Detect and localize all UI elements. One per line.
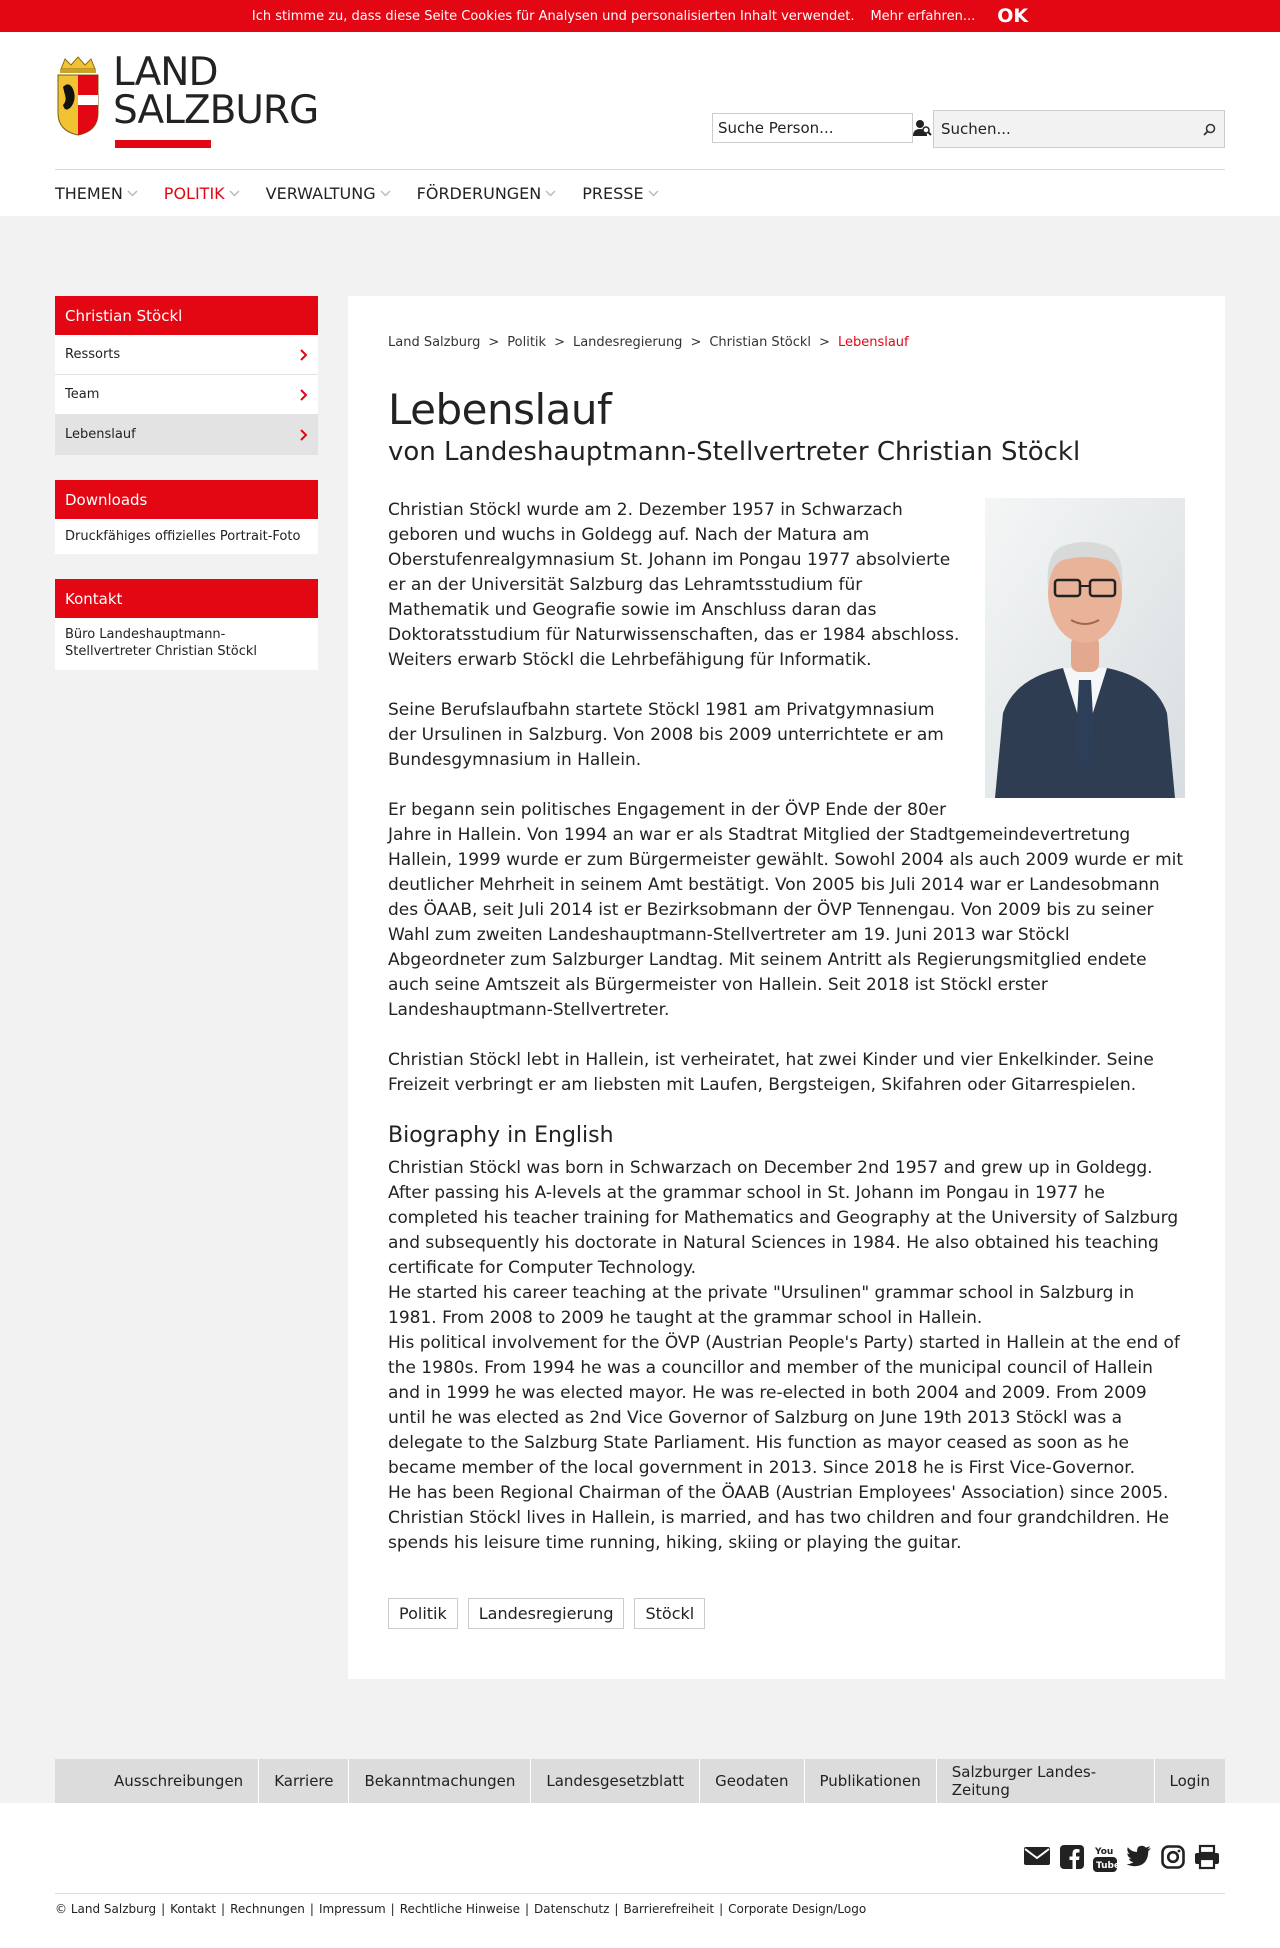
person-search <box>712 113 913 143</box>
content-card <box>348 296 1225 1679</box>
sidebar-section-downloads <box>55 480 318 554</box>
site-search <box>933 110 1225 148</box>
breadcrumb-item[interactable]: Politik <box>507 335 547 350</box>
nav-item-politik[interactable] <box>164 184 240 203</box>
sidebar-contact-office[interactable]: Büro Landeshauptmann-Stellvertreter Christian Stöckl <box>55 618 318 670</box>
logo-line-2: SALZBURG <box>113 88 319 133</box>
footer-link-karriere[interactable]: Karriere <box>259 1759 349 1803</box>
cookie-ok-button[interactable]: OK <box>997 5 1029 27</box>
footer-link-landesgesetzblatt[interactable]: Landesgesetzblatt <box>531 1759 700 1803</box>
legal-separator: | <box>390 1902 395 1916</box>
facebook-icon[interactable] <box>1060 1845 1084 1873</box>
person-search-input[interactable] <box>718 119 912 137</box>
twitter-icon[interactable] <box>1126 1845 1152 1873</box>
nav-item-foerderungen[interactable] <box>417 184 557 203</box>
cookie-more-link[interactable]: Mehr erfahren... <box>870 8 976 24</box>
logo[interactable] <box>55 50 319 148</box>
breadcrumb-current: Lebenslauf <box>837 335 909 350</box>
logo-line-1: LAND <box>113 50 218 95</box>
cookie-text: Ich stimme zu, dass diese Seite Cookies für Analysen und personalisierten Inhalt verwendet. <box>251 8 855 24</box>
footer-link-geodaten[interactable]: Geodaten <box>700 1759 804 1803</box>
english-biography <box>388 1156 1185 1556</box>
breadcrumb-separator: > <box>554 335 565 350</box>
paragraph: Christian Stöckl was born in Schwarzach on December 2nd 1957 and grew up in Goldegg. After passing his A-levels at the grammar school in St. Johann im Pongau in 1977 he completed his teacher training for Mathematics and Geography at the University of Salzburg and subsequently his doctorate in Natural Sciences in 1984. He also obtained his teaching certificate for Computer Technology. <box>388 1158 1179 1278</box>
mail-icon[interactable] <box>1023 1845 1051 1873</box>
sidebar-item-ressorts[interactable] <box>55 335 318 375</box>
sidebar-download-portrait[interactable]: Druckfähiges offizielles Portrait-Foto <box>55 519 318 554</box>
tag-politik[interactable]: Politik <box>388 1598 458 1629</box>
breadcrumb-item[interactable]: Landesregierung <box>572 335 683 350</box>
sidebar-item-label: Lebenslauf <box>65 427 136 442</box>
legal-link-datenschutz[interactable]: Datenschutz <box>534 1902 610 1916</box>
paragraph: He has been Regional Chairman of the ÖAAB (Austrian Employees' Association) since 2005. <box>388 1483 1169 1503</box>
legal-separator: | <box>525 1902 530 1916</box>
page-title: Lebenslauf <box>388 385 612 434</box>
site-header <box>55 32 1225 170</box>
breadcrumb-separator: > <box>488 335 500 350</box>
footer-bottom <box>55 1803 1225 1925</box>
nav-item-label: THEMEN <box>55 183 123 203</box>
sidebar-section-contact <box>55 579 318 670</box>
sidebar-heading-person[interactable]: Christian Stöckl <box>55 296 318 335</box>
svg-text:Tube: Tube <box>1096 1861 1121 1871</box>
legal-link-barrierefreiheit[interactable]: Barrierefreiheit <box>623 1902 715 1916</box>
instagram-icon[interactable] <box>1161 1845 1185 1873</box>
main-nav <box>55 170 1225 216</box>
footer-link-login[interactable]: Login <box>1169 1772 1210 1790</box>
nav-item-label: POLITIK <box>163 183 225 203</box>
cookie-banner <box>0 0 1280 32</box>
legal-link-impressum[interactable]: Impressum <box>318 1902 386 1916</box>
social-icons <box>1014 1845 1220 1873</box>
chevron-right-icon <box>300 429 308 441</box>
print-icon[interactable] <box>1194 1845 1220 1873</box>
nav-item-label: PRESSE <box>582 183 644 203</box>
legal-link-rechtliche-hinweise[interactable]: Rechtliche Hinweise <box>399 1902 520 1916</box>
nav-item-presse[interactable] <box>582 184 658 203</box>
sidebar-item-label: Team <box>65 387 100 402</box>
youtube-icon[interactable] <box>1093 1845 1121 1873</box>
chevron-down-icon <box>229 190 240 197</box>
main-area <box>0 216 1280 1759</box>
breadcrumb-separator: > <box>819 335 830 350</box>
legal-separator: | <box>719 1902 724 1916</box>
footer <box>0 1759 1280 1925</box>
legal-links <box>55 1893 1225 1916</box>
legal-separator: | <box>614 1902 619 1916</box>
copyright: © Land Salzburg <box>55 1902 157 1916</box>
person-search-icon <box>912 119 932 137</box>
paragraph: Seine Berufslaufbahn startete Stöckl 1981 am Privatgymnasium der Ursulinen in Salzburg. Von 2008 bis 2009 unterrichtete er am Bundesgymnasium in Hallein. <box>388 700 944 770</box>
paragraph: Christian Stöckl wurde am 2. Dezember 1957 in Schwarzach geboren und wuchs in Goldegg auf. Nach der Matura am Oberstufenrealgymnasium St. Johann im Pongau 1977 absolvierte er an der Universität Salzburg das Lehramtsstudium für Mathematik und Geografie sowie im Anschluss daran das Doktoratsstudium für Naturwissenschaften, das er 1984 abschloss. Weiters erwarb Stöckl die Lehrbefähigung für Informatik. <box>388 500 960 670</box>
footer-link-landes-zeitung[interactable]: Salzburger Landes-Zeitung <box>937 1759 1155 1803</box>
chevron-down-icon <box>127 190 138 197</box>
breadcrumb-item[interactable]: Christian Stöckl <box>709 335 812 350</box>
portrait-photo <box>985 498 1185 798</box>
tag-list <box>388 1598 1185 1629</box>
legal-separator: | <box>309 1902 314 1916</box>
tag-landesregierung[interactable]: Landesregierung <box>468 1598 625 1629</box>
chevron-right-icon <box>300 389 308 401</box>
sidebar-item-label: Ressorts <box>65 347 121 362</box>
logo-text <box>113 50 319 148</box>
footer-link-bekanntmachungen[interactable]: Bekanntmachungen <box>349 1759 531 1803</box>
paragraph: He started his career teaching at the private "Ursulinen" grammar school in Salzburg in 1981. From 2008 to 2009 he taught at the grammar school in Hallein. <box>388 1283 1135 1328</box>
tag-stoeckl[interactable]: Stöckl <box>634 1598 705 1629</box>
nav-item-label: FÖRDERUNGEN <box>416 183 542 203</box>
paragraph: Christian Stöckl lives in Hallein, is married, and has two children and four grandchildren. He spends his leisure time running, hiking, skiing or playing the guitar. <box>388 1508 1170 1553</box>
chevron-right-icon <box>300 349 308 361</box>
english-heading: Biography in English <box>388 1123 614 1148</box>
page-subtitle: von Landeshauptmann-Stellvertreter Christian Stöckl <box>388 437 1081 467</box>
footer-link-ausschreibungen[interactable]: Ausschreibungen <box>99 1759 259 1803</box>
legal-separator: | <box>161 1902 166 1916</box>
footer-links <box>55 1759 1225 1803</box>
paragraph: His political involvement for the ÖVP (Austrian People's Party) started in Hallein at the end of the 1980s. From 1994 he was a councillor and member of the municipal council of Hallein and in 1999 he was elected mayor. He was re-elected in both 2004 and 2009. From 2009 until he was elected as 2nd Vice Governor of Salzburg on June 19th 2013 Stöckl was a delegate to the Salzburg State Parliament. His function as mayor ceased as soon as he became member of the local government in 2013. Since 2018 he is First Vice-Governor. <box>388 1333 1180 1478</box>
coat-of-arms-icon <box>55 55 101 137</box>
svg-text:You: You <box>1095 1847 1114 1857</box>
main-container <box>55 296 1225 1679</box>
legal-link-rechnungen[interactable]: Rechnungen <box>230 1902 305 1916</box>
sidebar-item-lebenslauf[interactable] <box>55 415 318 455</box>
sidebar-heading-downloads: Downloads <box>55 480 318 519</box>
chevron-down-icon <box>648 190 659 197</box>
legal-link-corporate-design[interactable]: Corporate Design/Logo <box>728 1902 867 1916</box>
legal-separator: | <box>221 1902 226 1916</box>
legal-link-kontakt[interactable]: Kontakt <box>170 1902 217 1916</box>
breadcrumb-separator: > <box>690 335 702 350</box>
nav-item-label: VERWALTUNG <box>265 183 376 203</box>
sidebar-heading-contact: Kontakt <box>55 579 318 618</box>
paragraph: Christian Stöckl lebt in Hallein, ist verheiratet, hat zwei Kinder und vier Enkelkinder. Seine Freizeit verbringt er am liebsten mit Laufen, Bergsteigen, Skifahren oder Gitarrespielen. <box>388 1050 1154 1095</box>
logo-underline <box>115 140 211 148</box>
sidebar-section-person <box>55 296 318 455</box>
paragraph: Er begann sein politisches Engagement in der ÖVP Ende der 80er Jahre in Hallein. Von 1994 an war er als Stadtrat Mitglied der Stadtgemeindevertretung Hallein, 1999 wurde er zum Bürgermeister gewählt. Sowohl 2004 als auch 2009 wurde er mit deutlicher Mehrheit in seinem Amt bestätigt. Von 2005 bis Juli 2014 war er Landesobmann des ÖAAB, seit Juli 2014 ist er Bezirksobmann der ÖVP Tennengau. Von 2009 bis zu seiner Wahl zum zweiten Landeshauptmann-Stellvertreter am 19. Juni 2013 war Stöckl Abgeordneter zum Salzburger Landtag. Mit seinem Antritt als Regierungsmitglied endete auch seine Amtszeit als Bürgermeister von Hallein. Seit 2018 ist Stöckl erster Landeshauptmann-Stellvertreter. <box>388 800 1184 1020</box>
footer-link-publikationen[interactable]: Publikationen <box>805 1759 937 1803</box>
chevron-down-icon <box>545 190 556 197</box>
search-icon <box>1203 123 1216 136</box>
nav-item-themen[interactable] <box>55 184 138 203</box>
person-search-button[interactable] <box>912 114 932 142</box>
sidebar <box>55 296 318 695</box>
site-search-input[interactable] <box>941 120 1194 138</box>
chevron-down-icon <box>380 190 391 197</box>
breadcrumb-item[interactable]: Land Salzburg <box>388 335 481 350</box>
breadcrumb <box>388 335 1185 350</box>
sidebar-item-team[interactable] <box>55 375 318 415</box>
site-search-button[interactable] <box>1194 115 1224 143</box>
article-body <box>388 498 1185 1556</box>
nav-item-verwaltung[interactable] <box>266 184 391 203</box>
